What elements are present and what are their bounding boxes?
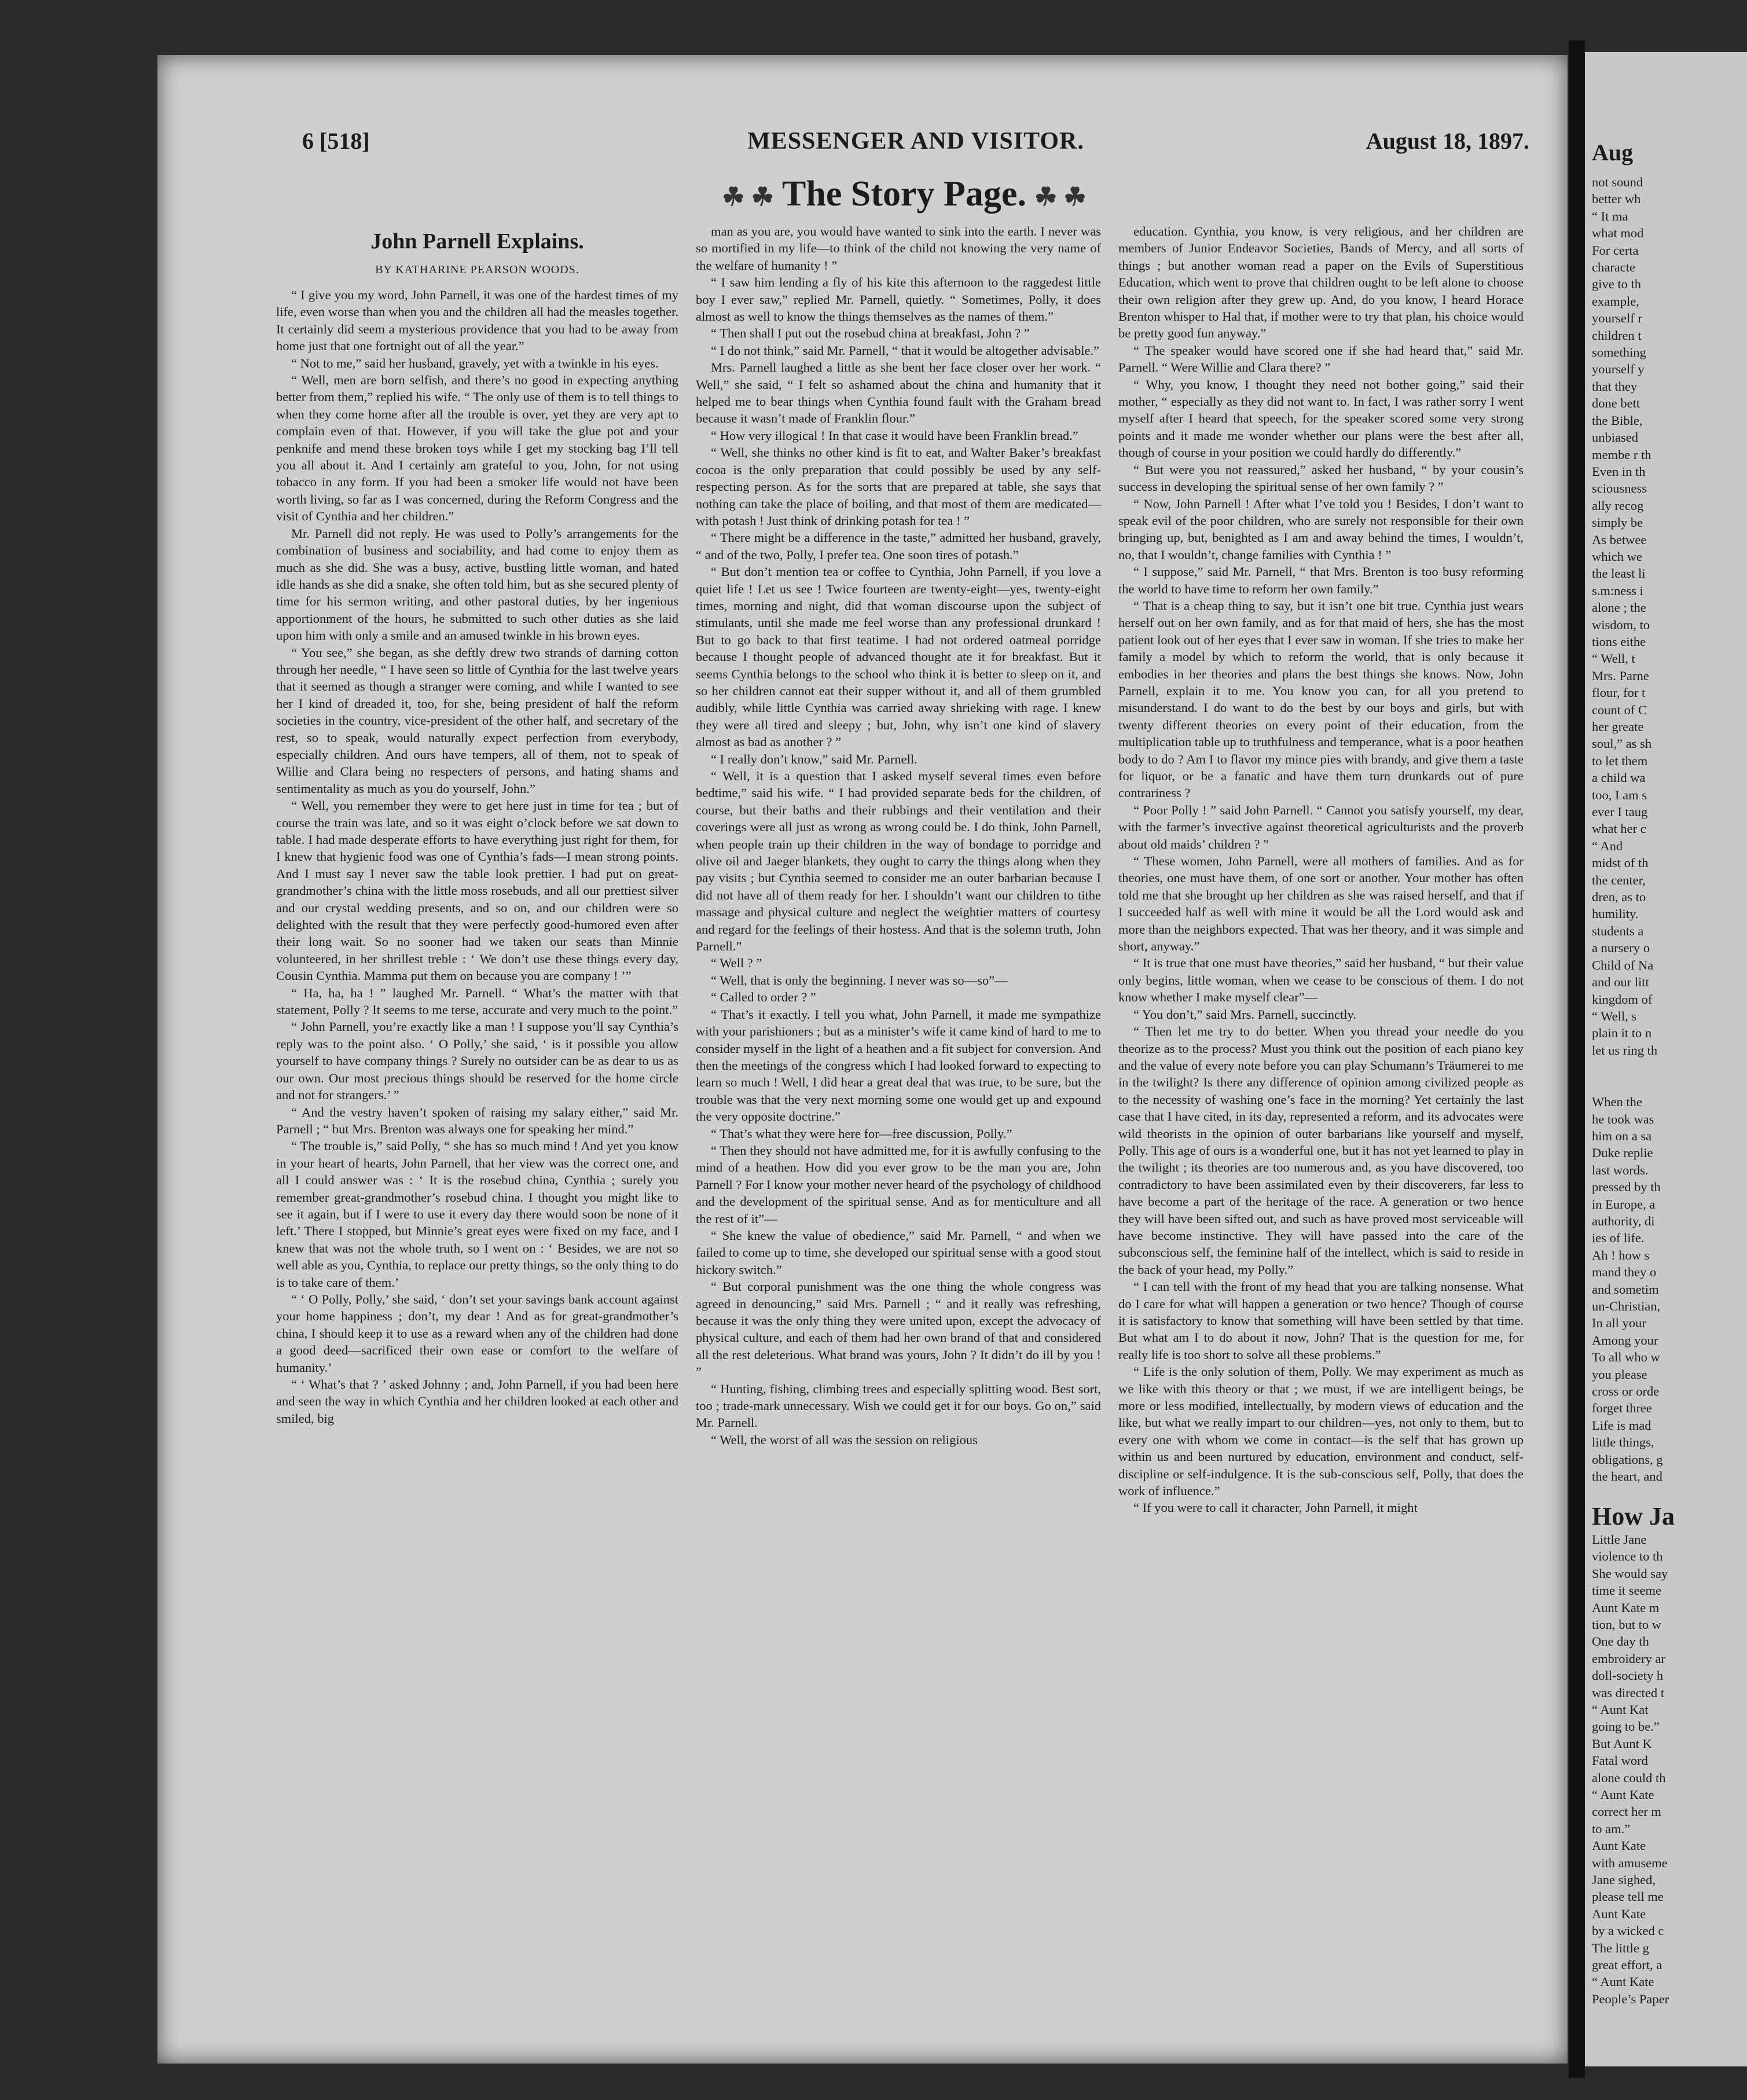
fragment-line: and our litt bbox=[1592, 975, 1649, 990]
fragment-line: and sometim bbox=[1592, 1282, 1659, 1297]
next-page-lines-1 bbox=[1592, 174, 1747, 1059]
paragraph: “ Life is the only solution of them, Polly. We may experiment as much as we like with this theory or that ; we must, if we are intelligent beings, be more or less modified, intellectually, by modern views of education and the like, but what we really impart to our children—yes, not only to them, but to every one with whom we come in contact—is the self that has grown up within us and been nurtured by education, environment and conduct, self-discipline or self-indulgence. It is the sub-conscious self, Polly, that does the work of influence.” bbox=[1118, 1364, 1524, 1499]
paragraph: “ She knew the value of obedience,” said Mr. Parnell, “ and when we failed to come up to time, she developed our spiritual sense with a good stout hickory switch.” bbox=[696, 1228, 1101, 1277]
fragment-line: “ Aunt Kate bbox=[1592, 1974, 1654, 1989]
paragraph: “ It is true that one must have theories,” said her husband, “ but their value only begins, little woman, when we cease to be conscious of them. I do not know whether I make myself clear”— bbox=[1118, 956, 1524, 1005]
fragment-line: authority, di bbox=[1592, 1213, 1655, 1228]
paragraph: “ I suppose,” said Mr. Parnell, “ that Mrs. Brenton is too busy reforming the world to have time to reform her own family.” bbox=[1118, 564, 1524, 596]
fragment-line: correct her m bbox=[1592, 1804, 1661, 1819]
fragment-line: She would say bbox=[1592, 1566, 1668, 1581]
fragment-line: what mod bbox=[1592, 226, 1644, 241]
fragment-line: As betwee bbox=[1592, 532, 1647, 547]
paragraph: Mr. Parnell did not reply. He was used to Polly’s arrangements for the combination of business and sociability, and had come to enjoy them as much as she did. She was a busy, active, bustling little woman, and hated idle hands as she did a snake, she often told him, but as she secured plenty of time for his sermon writing, and other pastoral duties, by her ingenious apportionment of the hours, he submitted to such other duties as she laid upon him with only a smile and an amused twinkle in his brown eyes. bbox=[276, 526, 678, 643]
fragment-line: The little g bbox=[1592, 1940, 1649, 1955]
paragraph: “ Poor Polly ! ” said John Parnell. “ Cannot you satisfy yourself, my dear, with the farmer’s invective against theoretical agriculturists and the proverb about old maids’ children ? ” bbox=[1118, 802, 1524, 851]
fragment-line: last words. bbox=[1592, 1162, 1649, 1177]
fragment-line: unbiased bbox=[1592, 430, 1638, 445]
fragment-line: “ Aunt Kat bbox=[1592, 1702, 1649, 1717]
section-title: The Story Page. bbox=[782, 174, 1026, 214]
paragraph: “ The trouble is,” said Polly, “ she has so much mind ! And yet you know in your heart of hearts, John Parnell, that her view was the correct one, and all I could answer was : ‘ It is the rosebud china, Cynthia ; surely you remember great-grandmother’s rosebud china. I thought you might like to see it again, but if I were to use it every day there would soon be none of it left.’ There I stopped, but Minnie’s great eyes were fixed on my face, and I knew that was not the whole truth, so I went on : ‘ Besides, we are not so well able as you, Cynthia, to replace our pretty things, so the only thing to do is to take care of them.’ bbox=[276, 1139, 678, 1290]
fragment-line: When the bbox=[1592, 1095, 1642, 1110]
fragment-line: you please bbox=[1592, 1367, 1647, 1382]
next-page-lines-2 bbox=[1592, 1093, 1747, 1485]
fragment-line: in Europe, a bbox=[1592, 1196, 1656, 1211]
paragraph: “ John Parnell, you’re exactly like a man ! I suppose you’ll say Cynthia’s reply was to the point also. ‘ O Polly,’ she said, ‘ is it possible you allow yourself to have company things ? Surely no outsider can be as dear to us as our own. Our most precious things should be reserved for the home circle and not for strangers.’ ” bbox=[276, 1019, 678, 1103]
fragment-line: doll-society h bbox=[1592, 1668, 1664, 1683]
story-title: John Parnell Explains. bbox=[370, 229, 584, 254]
fragment-line: “ Well, s bbox=[1592, 1008, 1637, 1023]
paragraph: “ But don’t mention tea or coffee to Cynthia, John Parnell, if you love a quiet life ! Let us see ! Twice fourteen are twenty-eight—yes, twenty-eight times, morning and night, did that woman discourse upon the subject of stimulants, until she made me feel worse than any professional drunkard ! But to go back to that first teatime. I had not ordered oatmeal porridge because I thought people of advanced thought ate it for breakfast. But it seems Cynthia belongs to the school who think it is better to sleep on it, and so her children cannot eat their supper without it, and all of them grumbled audibly, while little Cynthia was carried away shrieking with rage. I knew they were all tired and sleepy ; but, John, why isn’t one kind of slavery almost as bad as another ? ” bbox=[696, 564, 1101, 750]
fragment-line: by a wicked c bbox=[1592, 1923, 1664, 1939]
fragment-line: something bbox=[1592, 345, 1646, 360]
fragment-line: the Bible, bbox=[1592, 413, 1643, 428]
paper-title: MESSENGER AND VISITOR. bbox=[747, 128, 1084, 155]
fragment-line: done bett bbox=[1592, 396, 1640, 411]
fragment-line: Little Jane bbox=[1592, 1532, 1647, 1547]
fragment-line: not sound bbox=[1592, 175, 1643, 189]
next-page-heading: How Ja bbox=[1592, 1502, 1675, 1531]
fragment-line: ies of life. bbox=[1592, 1231, 1645, 1246]
paragraph: education. Cynthia, you know, is very religious, and her children are members of Junior Endeavor Societies, Bands of Mercy, and all sorts of things ; but another woman read a paper on the Evils of Superstitious Education, which went to prove that children ought to be left alone to choose their own religion after they grew up. And, do you know, I heard Horace Brenton whisper to Hal that, if mother were to try that plan, his choice would be pretty good fun anyway.” bbox=[1118, 224, 1524, 341]
paragraph: “ Well, it is a question that I asked myself several times even before bedtime,” said his wife. “ I had provided separate beds for the children, of course, but their baths and their rubbings and their ventilation and their coverings were all just as wrong as wrong could be. I do think, John Parnell, when people train up their children in the way of bondage to porridge and olive oil and Jaeger blankets, they ought to carry the things along when they pay visits ; but Cynthia seemed to consider me an outer barbarian because I did not have all of them ready for her. I shouldn’t want our children to tithe massage and physical culture and neglect the weightier matters of courtesy and regard for the feelings of their hostess. And that is the solemn truth, John Parnell.” bbox=[696, 769, 1101, 954]
fragment-line: count of C bbox=[1592, 702, 1647, 717]
fragment-line: violence to th bbox=[1592, 1549, 1663, 1564]
fragment-line: Among your bbox=[1592, 1332, 1658, 1348]
paragraph: “ These women, John Parnell, were all mothers of families. And as for theories, one must have them, of one sort or another. Your mother has often told me that she brought up her children as she was raised herself, and that if I succeeded half as well with mine it would be all the Lord would ask and more than the neighbors expected. That was her theory, and it was simple and short, anyway.” bbox=[1118, 854, 1524, 954]
paragraph: “ I do not think,” said Mr. Parnell, “ that it would be altogether advisable.” bbox=[711, 343, 1100, 358]
paragraph: “ If you were to call it character, John Parnell, it might bbox=[1133, 1500, 1418, 1515]
paragraph: “ But corporal punishment was the one thing the whole congress was agreed in denouncing,” said Mrs. Parnell ; “ and it really was refreshing, because it was the only thing they were united upon, except the advocacy of physical culture, and each of them had her own brand of that and considered all the rest deleterious. What brand was yours, John ? It didn’t do ill by you ! ” bbox=[696, 1279, 1101, 1379]
fragment-line: Duke replie bbox=[1592, 1146, 1653, 1161]
paragraph: man as you are, you would have wanted to sink into the earth. I never was so mortified in my life—to think of the child not knowing the very name of the welfare of humanity ! ” bbox=[696, 224, 1101, 273]
fragment-line: alone could th bbox=[1592, 1770, 1666, 1785]
paragraph: “ Now, John Parnell ! After what I’ve told you ! Besides, I don’t want to speak evil of the poor children, who are surely not responsible for their own bringing up, but, benighted as I am and away behind the times, I wouldn’t, no, that I wouldn’t, change families with Cynthia ! ” bbox=[1118, 496, 1524, 562]
fragment-line: a nursery o bbox=[1592, 941, 1650, 956]
paragraph: “ There might be a difference in the taste,” admitted her husband, gravely, “ and of the two, Polly, I prefer tea. One soon tires of potash.” bbox=[696, 530, 1101, 562]
paragraph: “ I give you my word, John Parnell, it was one of the hardest times of my life, even worse than when you and the children all had the measles together. It certainly did seem a mysterious providence that you had to be away from home just that one fortnight out of all the year.” bbox=[276, 288, 678, 354]
fragment-line: too, I am s bbox=[1592, 787, 1647, 802]
fragment-line: Child of Na bbox=[1592, 957, 1654, 972]
fragment-line: pressed by th bbox=[1592, 1180, 1661, 1195]
fragment-line: cross or orde bbox=[1592, 1384, 1660, 1399]
next-page-fragment bbox=[1585, 52, 1747, 2066]
fragment-line: students a bbox=[1592, 923, 1644, 938]
paragraph: “ Ha, ha, ha ! ” laughed Mr. Parnell. “ What’s the matter with that statement, Polly ? It seems to me terse, accurate and very much to the point.” bbox=[276, 985, 678, 1018]
issue-date: August 18, 1897. bbox=[1366, 128, 1529, 154]
fragment-line: “ Aunt Kate bbox=[1592, 1787, 1654, 1802]
fragment-line: wisdom, to bbox=[1592, 617, 1650, 632]
fragment-line: yourself y bbox=[1592, 362, 1645, 377]
text-column-2 bbox=[696, 223, 1101, 2046]
fragment-line: time it seeme bbox=[1592, 1583, 1661, 1598]
fragment-line: let us ring th bbox=[1592, 1042, 1658, 1058]
fragment-line: example, bbox=[1592, 293, 1639, 309]
paragraph: “ Well, she thinks no other kind is fit to eat, and Walter Baker’s breakfast cocoa is the only preparation that could possibly be used by any self-respecting person. As for the sorts that are prepared at table, she says that nothing can take the place of boiling, and that most of them are medicated—with potash ! Just think of drinking potash for tea ! ” bbox=[696, 445, 1101, 528]
paragraph: “ Hunting, fishing, climbing trees and especially splitting wood. Best sort, too ; trade-mark unnecessary. Wish we could get it for our boys. Go on,” said Mr. Parnell. bbox=[696, 1381, 1101, 1430]
fragment-line: plain it to n bbox=[1592, 1026, 1652, 1041]
paragraph: “ The speaker would have scored one if she had heard that,” said Mr. Parnell. “ Were Willie and Clara there? ” bbox=[1118, 343, 1524, 375]
fragment-line: the heart, and bbox=[1592, 1469, 1662, 1484]
paragraph: “ That is a cheap thing to say, but it isn’t one bit true. Cynthia just wears herself out on her own family, and as for that maid of hers, she has the most patient look out of her eyes that I ever saw in woman. If she tries to make her family a model by which to reform the world, that is only because it embodies in her theories and plans the best things she knows. Now, John Parnell, explain it to me. You know you can, for all you pretend to misunderstand. I do want to do the best by our boys and girls, but with twenty different theories on every point of their education, from the multiplication table up to truthfulness and temperance, what is a poor heathen body to do ? Am I to flavor my mince pies with brandy, and give them a taste for liquor, or be a fanatic and have them turn drunkards out of pure contrariness ? bbox=[1118, 598, 1524, 801]
fragment-line: s.m:ness i bbox=[1592, 583, 1643, 598]
fragment-line: to am.” bbox=[1592, 1821, 1631, 1836]
text-column-3 bbox=[1118, 223, 1524, 2046]
fragment-line: with amuseme bbox=[1592, 1855, 1668, 1870]
fragment-line: he took was bbox=[1592, 1111, 1654, 1126]
fragment-line: But Aunt K bbox=[1592, 1736, 1652, 1751]
paragraph: “ Why, you know, I thought they need not bother going,” said their mother, “ especially as they did not want to. In fact, I was rather sorry I went myself after I heard that speech, for the speaker scored some very strong points and it made me wonder whether our plans were the best after all, though of course in your position we could hardly do differently.” bbox=[1118, 377, 1524, 460]
fragment-line: One day th bbox=[1592, 1634, 1649, 1649]
fragment-line: alone ; the bbox=[1592, 600, 1646, 615]
next-page-lines-3 bbox=[1592, 1531, 1747, 2007]
fragment-line: was directed t bbox=[1592, 1685, 1664, 1700]
paragraph: “ Then they should not have admitted me, for it is awfully confusing to the mind of a heathen. How did you ever grow to be the man you are, John Parnell ? For I know your mother never heard of the psychology of childhood and the development of the spiritual sense. And as for menticulture and all the rest of it”— bbox=[696, 1143, 1101, 1226]
fragment-line: Aunt Kate m bbox=[1592, 1600, 1660, 1615]
fragment-line: going to be.” bbox=[1592, 1719, 1660, 1734]
fragment-line: embroidery ar bbox=[1592, 1651, 1665, 1666]
fragment-line: what her c bbox=[1592, 821, 1646, 836]
fragment-line: the least li bbox=[1592, 566, 1646, 581]
paragraph: “ Well ? ” bbox=[711, 956, 762, 971]
fragment-line: dren, as to bbox=[1592, 890, 1646, 905]
fragment-line: little things, bbox=[1592, 1435, 1654, 1450]
fragment-line: To all who w bbox=[1592, 1350, 1660, 1365]
fragment-line: simply be bbox=[1592, 515, 1643, 530]
paragraph: “ Not to me,” said her husband, gravely, yet with a twinkle in his eyes. bbox=[291, 355, 659, 370]
paragraph: “ I saw him lending a fly of his kite this afternoon to the raggedest little boy I ever saw,” replied Mr. Parnell, quietly. “ Sometimes, Polly, it does almost as well to know the things themselves as the names of them.” bbox=[696, 275, 1101, 324]
fragment-line: “ And bbox=[1592, 838, 1623, 853]
fragment-line: to let them bbox=[1592, 753, 1648, 768]
page-number: 6 [518] bbox=[302, 128, 370, 154]
section-heading bbox=[678, 174, 1130, 215]
fragment-line: membe r th bbox=[1592, 447, 1651, 462]
paragraph: “ That’s what they were here for—free discussion, Polly.” bbox=[711, 1126, 1012, 1141]
fragment-line: ally recog bbox=[1592, 498, 1644, 513]
fragment-line: Fatal word bbox=[1592, 1753, 1648, 1768]
paragraph: “ ‘ O Polly, Polly,’ she said, ‘ don’t set your savings bank account against your home happiness ; don’t, my dear ! And as for great-grandmother’s china, I should keep it to use as a reward when any of the children had done a good deed—sacrificed their own ease or comfort to the welfare of humanity.’ bbox=[276, 1291, 678, 1375]
paragraph: “ And the vestry haven’t spoken of raising my salary either,” said Mr. Parnell ; “ but Mrs. Brenton was always one for speaking her mind.” bbox=[276, 1104, 678, 1136]
fragment-line: sciousness bbox=[1592, 481, 1647, 496]
story-byline: BY KATHARINE PEARSON WOODS. bbox=[375, 263, 579, 276]
fragment-line: midst of th bbox=[1592, 856, 1649, 871]
newspaper-page bbox=[157, 55, 1568, 2064]
fragment-line: that they bbox=[1592, 379, 1638, 394]
clover-ornament-icon: ☘ ☘ bbox=[722, 183, 775, 212]
fragment-line: ever I taug bbox=[1592, 805, 1648, 820]
fragment-line: In all your bbox=[1592, 1316, 1646, 1331]
fragment-line: characte bbox=[1592, 260, 1635, 275]
fragment-line: Life is mad bbox=[1592, 1418, 1651, 1433]
fragment-line: children t bbox=[1592, 328, 1642, 343]
fragment-line: Ah ! how s bbox=[1592, 1247, 1650, 1262]
paragraph: “ You don’t,” said Mrs. Parnell, succinctly. bbox=[1133, 1007, 1356, 1022]
fragment-line: yourself r bbox=[1592, 311, 1642, 326]
page-gutter bbox=[1569, 41, 1585, 2078]
fragment-line: please tell me bbox=[1592, 1889, 1664, 1904]
next-page-header: Aug bbox=[1592, 139, 1634, 166]
paragraph: “ But were you not reassured,” asked her husband, “ by your cousin’s success in developing the spiritual sense of her own family ? ” bbox=[1118, 462, 1524, 494]
fragment-line: Mrs. Parne bbox=[1592, 668, 1649, 683]
fragment-line: Jane sighed, bbox=[1592, 1873, 1656, 1887]
fragment-line: For certa bbox=[1592, 243, 1639, 258]
paragraph: “ How very illogical ! In that case it would have been Franklin bread.” bbox=[711, 428, 1078, 443]
fragment-line: People’s Paper bbox=[1592, 1991, 1669, 2006]
paragraph: “ Well, you remember they were to get here just in time for tea ; but of course the train was late, and so it was eight o’clock before we sat down to table. I had made desperate efforts to have everything just right for them, for I knew that hygienic food was one of Cynthia’s fads—I mean strong points. And I must say I never saw the table look prettier. I had put on great-grandmother’s china with the little moss rosebuds, and all our prettiest silver and our crystal wedding presents, and so on, and our children were so delighted with the result that they were perfectly good-humored even after their long wait. So no sooner had we taken our seats than Minnie volunteered, in her shrillest treble : ‘ We don’t use these things every day, Cousin Cynthia. Mamma put them on because you are company ! ’” bbox=[276, 798, 678, 983]
fragment-line: her greate bbox=[1592, 719, 1644, 734]
paragraph: “ ‘ What’s that ? ’ asked Johnny ; and, John Parnell, if you had been here and seen the way in which Cynthia and her children looked at each other and smiled, big bbox=[276, 1377, 678, 1426]
paragraph: “ I really don’t know,” said Mr. Parnell. bbox=[711, 751, 917, 766]
fragment-line: kingdom of bbox=[1592, 992, 1653, 1007]
fragment-line: the center, bbox=[1592, 872, 1646, 887]
fragment-line: “ It ma bbox=[1592, 208, 1628, 223]
fragment-line: him on a sa bbox=[1592, 1128, 1652, 1143]
clover-ornament-icon-right: ☘ ☘ bbox=[1034, 183, 1087, 212]
paragraph: “ I can tell with the front of my head that you are talking nonsense. What do I care for what will happen a generation or two hence? Though of course it is satisfactory to know that something will have been settled by that time. But what am I to do about it now, John? That is the question for me, for really life is too short to solve all these problems.” bbox=[1118, 1279, 1524, 1362]
paragraph: Mrs. Parnell laughed a little as she bent her face closer over her work. “ Well,” she said, “ I felt so ashamed about the china and humanity that it helped me to bear things when Cynthia found fault with the Graham bread because it wasn’t made of Franklin flour.” bbox=[696, 360, 1101, 426]
fragment-line: Aunt Kate bbox=[1592, 1838, 1646, 1853]
fragment-line: tion, but to w bbox=[1592, 1617, 1662, 1632]
fragment-line: Even in th bbox=[1592, 464, 1646, 479]
fragment-line: humility. bbox=[1592, 906, 1639, 921]
text-column-1 bbox=[276, 287, 678, 2046]
fragment-line: tions eithe bbox=[1592, 634, 1646, 649]
fragment-line: soul,” as sh bbox=[1592, 736, 1652, 751]
fragment-line: a child wa bbox=[1592, 770, 1646, 785]
paragraph: “ Well, the worst of all was the session on religious bbox=[711, 1432, 978, 1447]
paragraph: “ Well, men are born selfish, and there’s no good in expecting anything better from them,” replied his wife. “ The only use of them is to tell things to when they come home after all the trouble is over, yet they are very apt to complain even of that. However, if you will take the glue pot and your penknife and mend these broken toys while I get my stocking bag I’ll tell you all about it. And I certainly am grateful to you, John, for not using tobacco in any form. If you had been a smoker life would not have been worth living, so far as I was concerned, during the Reform Congress and the visit of Cynthia and her children.” bbox=[276, 373, 678, 524]
paragraph: “ Called to order ? ” bbox=[711, 990, 816, 1005]
fragment-line: great effort, a bbox=[1592, 1958, 1662, 1973]
fragment-line: mand they o bbox=[1592, 1265, 1657, 1280]
page-header bbox=[302, 127, 1529, 162]
paragraph: “ Then let me try to do better. When you thread your needle do you theorize as to the process? Must you think out the position of each piano key and the value of every note before you can play Schumann’s Träumerei to me in the twilight? Is there any difference of opinion among civilized people as to the necessity of washing one’s face in the morning? Yet certainly the last case that I have cited, in its day, represented a reform, and its advocates were wild theorists in the opinion of outer barbarians like yourself and myself, Polly. This age of ours is a wonderful one, but it has not yet learned to play in the twilight ; its theories are too numerous and, as you have discovered, too contradictory to have been assimilated even by their discoverers, far less to have become a part of the heritage of the race. A generation or two hence they will have been sifted out, and such as have proved most serviceable will have become instinctive. They will have passed into the care of the subconscious self, the feminine half of the intellect, which is said to reside in the back of your head, my Polly.” bbox=[1118, 1024, 1524, 1277]
paragraph: “ Well, that is only the beginning. I never was so—so”— bbox=[711, 972, 1008, 987]
fragment-line: give to th bbox=[1592, 277, 1641, 292]
next-page-column bbox=[1592, 174, 1747, 2007]
fragment-line: better wh bbox=[1592, 192, 1641, 207]
fragment-line: un-Christian, bbox=[1592, 1299, 1661, 1313]
fragment-line: flour, for t bbox=[1592, 685, 1646, 700]
fragment-line: “ Well, t bbox=[1592, 651, 1635, 666]
paragraph: “ That’s it exactly. I tell you what, John Parnell, it made me sympathize with your parishioners ; but as a minister’s wife it came kind of hard to me to consider myself in the light of a heathen and a fit subject for conversion. And then the meetings of the congress which I had looked forward to expecting to learn so much ! Well, I did hear a great deal that was true, to be sure, but the trouble was that the very next morning some one would get up and expound the very opposite doctrine.” bbox=[696, 1007, 1101, 1124]
fragment-line: forget three bbox=[1592, 1401, 1652, 1416]
paragraph: “ You see,” she began, as she deftly drew two strands of darning cotton through her needle, “ I have seen so little of Cynthia for the last twelve years that it seemed as though a stranger were coming, and while I wanted to see her I kind of dreaded it, too, for she, being president of half the reform societies in the country, vice-president of the other half, and secretary of the rest, so to speak, would naturally expect perfection from everybody, especially children. And ours have tempers, all of them, not to speak of Willie and Clara being no respecters of persons, and hating shams and sentimentality as much as you do yourself, John.” bbox=[276, 645, 678, 796]
fragment-line: which we bbox=[1592, 549, 1642, 564]
fragment-line: obligations, g bbox=[1592, 1452, 1663, 1467]
paragraph: “ Then shall I put out the rosebud china at breakfast, John ? ” bbox=[711, 326, 1030, 341]
fragment-line: Aunt Kate bbox=[1592, 1906, 1646, 1921]
